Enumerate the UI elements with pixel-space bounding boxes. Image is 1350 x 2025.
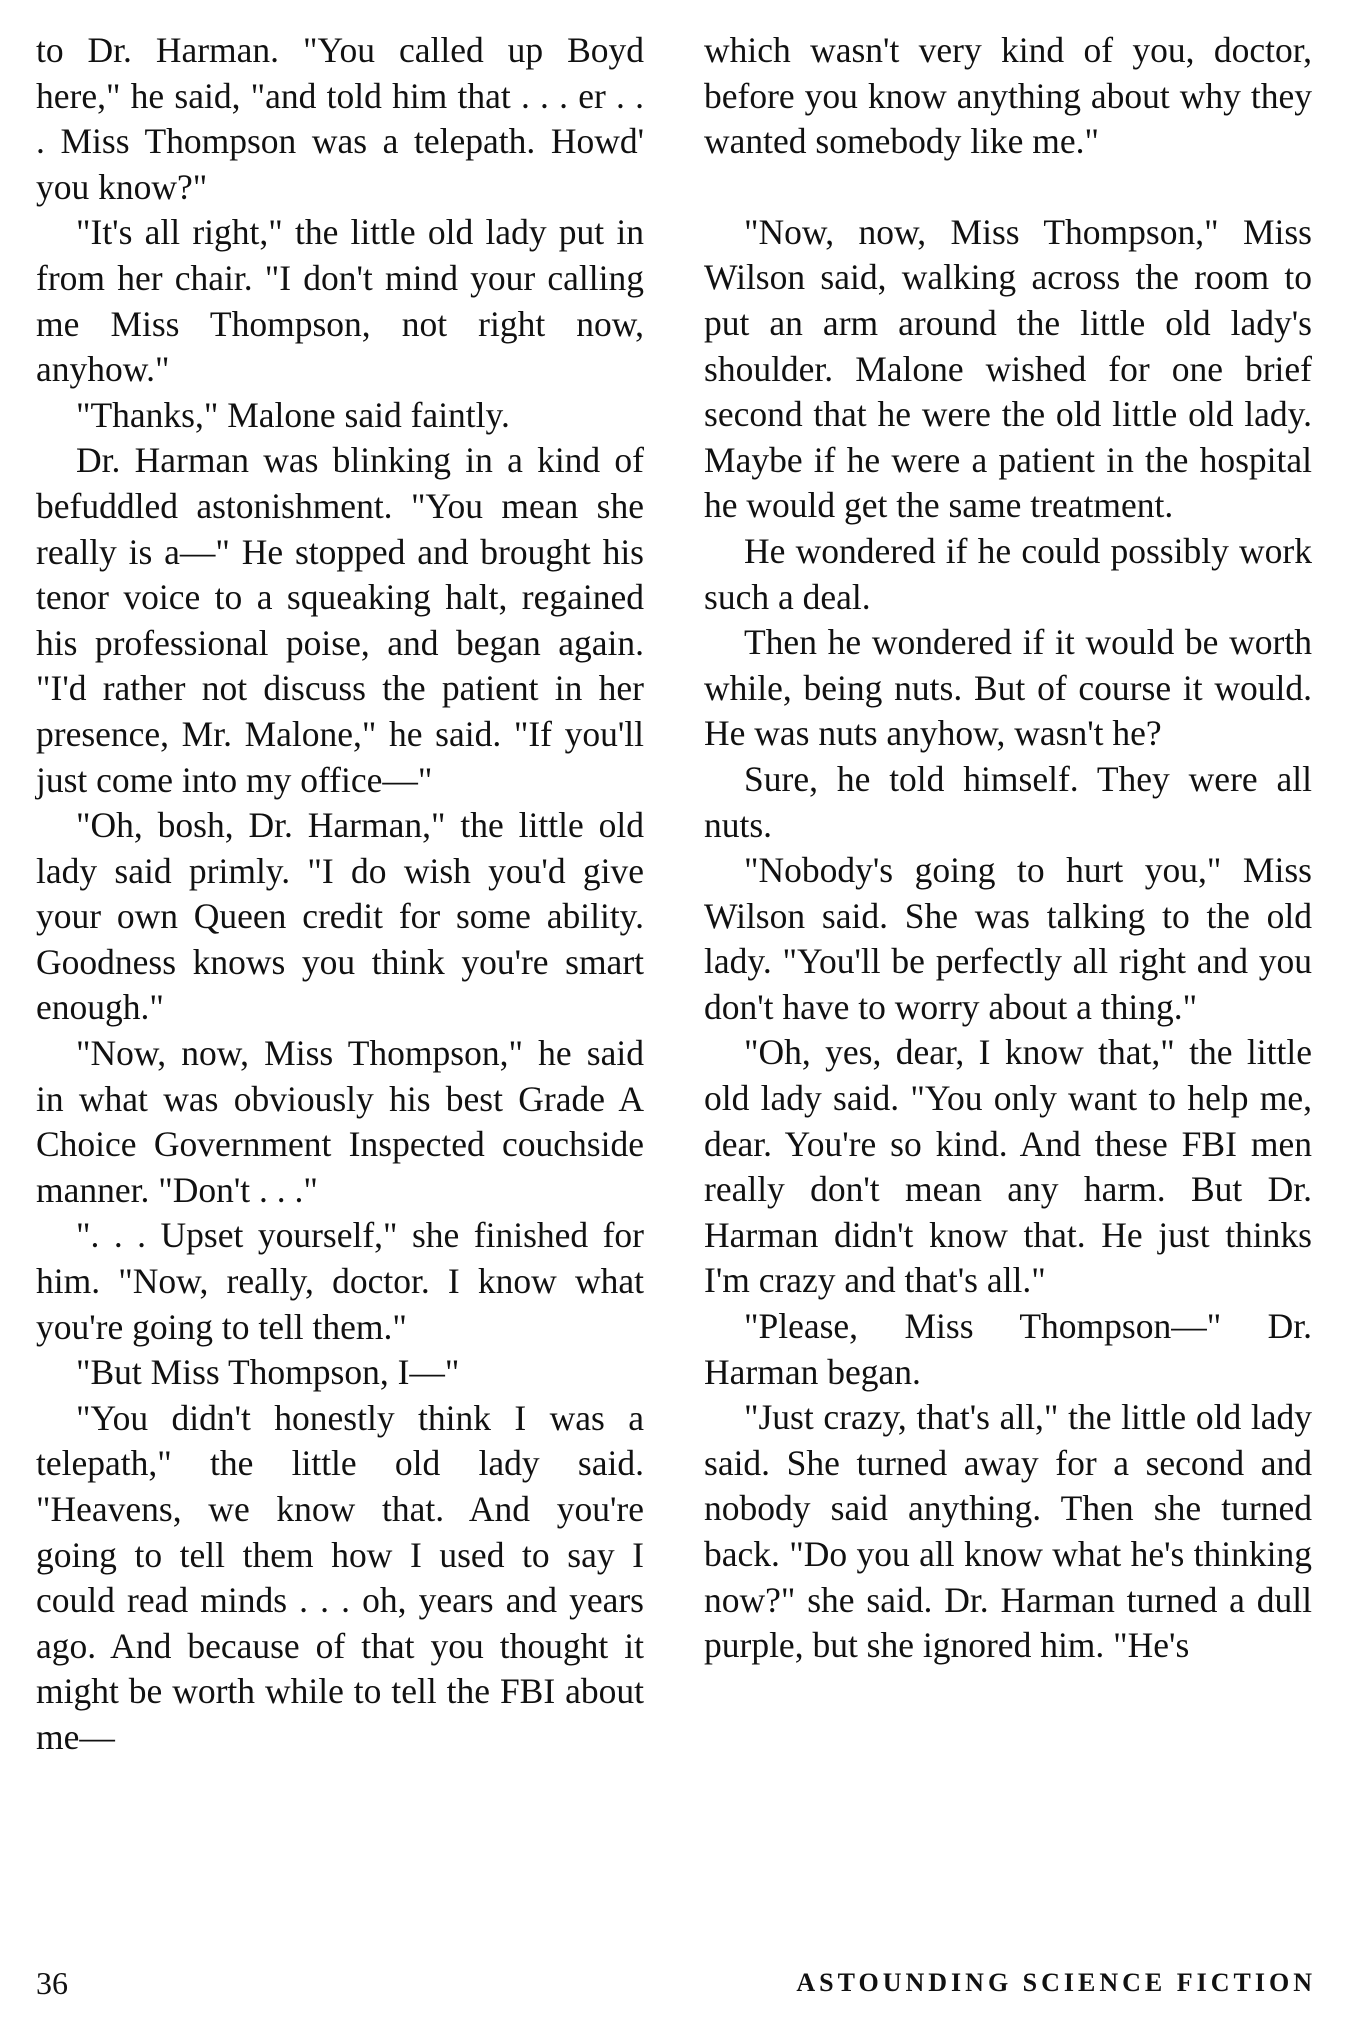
paragraph: "Now, now, Miss Thompson," Miss Wilson said, walking across the room to put an arm around the little old lady's shoulder. Malone wished for one brief second that he were the old little old lady. Maybe if he were a patient in the hospital he would get the same treatment. [704, 211, 1312, 526]
page-number: 36 [36, 1965, 68, 2001]
paragraph: "Oh, bosh, Dr. Harman," the little old lady said primly. "I do wish you'd give your own Queen credit for some ability. Goodness knows you think you're smart enough." [36, 805, 644, 1028]
paragraph: "It's all right," the little old lady put in from her chair. "I don't mind your calling me Miss Thompson, not right now, anyhow." [36, 212, 644, 390]
paragraph: "Nobody's going to hurt you," Miss Wilson said. She was talking to the old lady. "You'll be perfectly all right and you don't have to worry about a thing." [704, 850, 1312, 1027]
paragraph: Dr. Harman was blinking in a kind of befuddled astonishment. "You mean she really is a—" He stopped and brought his tenor voice to a squeaking halt, regained his professional poise, and began again. "I'd rather not discuss the patient in her presence, Mr. Malone," he said. "If you'll just come into my office—" [36, 440, 644, 800]
paragraph: "Please, Miss Thompson—" Dr. Harman began. [704, 1306, 1312, 1392]
paragraph: which wasn't very kind of you, doctor, before you know anything about why they wanted somebody like me." [704, 30, 1312, 162]
running-title: ASTOUNDING SCIENCE FICTION [796, 1968, 1316, 1997]
paragraph: Then he wondered if it would be worth while, being nuts. But of course it would. He was nuts anyhow, wasn't he? [704, 622, 1312, 754]
paragraph: "Now, now, Miss Thompson," he said in what was obviously his best Grade A Choice Government Inspected couchside manner. "Don't . . ." [36, 1033, 644, 1210]
paragraph: ". . . Upset yourself," she finished for him. "Now, really, doctor. I know what you're going to tell them." [36, 1215, 644, 1347]
left-column [36, 28, 644, 1761]
right-column [704, 28, 1312, 1669]
paragraph: He wondered if he could possibly work such a deal. [704, 530, 1312, 617]
paragraph: "You didn't honestly think I was a telepath," the little old lady said. "Heavens, we know that. And you're going to tell them how I used to say I could read minds . . . oh, years and years ago. And because of that you thought it might be worth while to tell the FBI about me— [36, 1397, 644, 1757]
paragraph: "Thanks," Malone said faintly. [76, 394, 510, 435]
paragraph: "Just crazy, that's all," the little old lady said. She turned away for a second and nobody said anything. Then she turned back. "Do you all know what he's thinking now?" she said. Dr. Harman turned a dull purple, but she ignored him. "He's [704, 1397, 1312, 1666]
paragraph: "Oh, yes, dear, I know that," the little old lady said. "You only want to help me, dear. You're so kind. And these FBI men really don't mean any harm. But Dr. Harman didn't know that. He just thinks I'm crazy and that's all." [704, 1032, 1312, 1301]
paragraph: Sure, he told himself. They were all nuts. [704, 758, 1312, 845]
paragraph: to Dr. Harman. "You called up Boyd here," he said, "and told him that . . . er . . . Miss Thompson was a telepath. Howd' you know?" [36, 30, 644, 207]
paragraph: "But Miss Thompson, I—" [76, 1352, 460, 1393]
